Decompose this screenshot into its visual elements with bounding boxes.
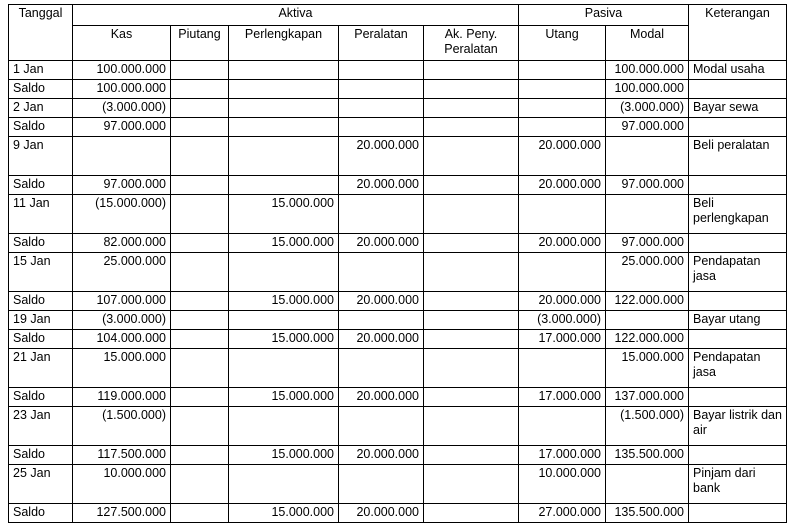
cell-keterangan	[689, 330, 787, 349]
cell-piutang	[171, 388, 229, 407]
cell-ak-peny-peralatan	[424, 407, 519, 446]
cell-ak-peny-peralatan	[424, 195, 519, 234]
cell-perlengkapan: 15.000.000	[229, 330, 339, 349]
cell-perlengkapan	[229, 80, 339, 99]
cell-perlengkapan	[229, 407, 339, 446]
cell-tanggal: 1 Jan	[9, 61, 73, 80]
cell-modal	[606, 465, 689, 504]
cell-tanggal: Saldo	[9, 504, 73, 523]
cell-perlengkapan	[229, 176, 339, 195]
cell-ak-peny-peralatan	[424, 99, 519, 118]
cell-kas: (3.000.000)	[73, 311, 171, 330]
cell-keterangan: Bayar utang	[689, 311, 787, 330]
column-header-utang: Utang	[519, 26, 606, 61]
cell-keterangan	[689, 80, 787, 99]
cell-utang: 20.000.000	[519, 137, 606, 176]
header-sub-row	[9, 26, 787, 61]
cell-piutang	[171, 292, 229, 311]
cell-kas: 15.000.000	[73, 349, 171, 388]
cell-peralatan: 20.000.000	[339, 292, 424, 311]
cell-ak-peny-peralatan	[424, 80, 519, 99]
cell-peralatan	[339, 465, 424, 504]
cell-modal: 137.000.000	[606, 388, 689, 407]
cell-perlengkapan: 15.000.000	[229, 292, 339, 311]
cell-keterangan: Pendapatan jasa	[689, 253, 787, 292]
cell-tanggal: Saldo	[9, 80, 73, 99]
cell-tanggal: Saldo	[9, 234, 73, 253]
cell-ak-peny-peralatan	[424, 137, 519, 176]
cell-kas: (1.500.000)	[73, 407, 171, 446]
cell-tanggal: Saldo	[9, 118, 73, 137]
cell-utang: 17.000.000	[519, 330, 606, 349]
cell-modal: 97.000.000	[606, 176, 689, 195]
table-row	[9, 504, 787, 523]
cell-piutang	[171, 61, 229, 80]
cell-perlengkapan	[229, 311, 339, 330]
cell-kas: 104.000.000	[73, 330, 171, 349]
cell-ak-peny-peralatan	[424, 176, 519, 195]
accounting-equation-table	[8, 4, 787, 523]
cell-perlengkapan: 15.000.000	[229, 388, 339, 407]
cell-tanggal: 2 Jan	[9, 99, 73, 118]
cell-modal	[606, 311, 689, 330]
cell-peralatan: 20.000.000	[339, 388, 424, 407]
cell-tanggal: Saldo	[9, 292, 73, 311]
cell-utang	[519, 195, 606, 234]
cell-utang: 27.000.000	[519, 504, 606, 523]
cell-tanggal: Saldo	[9, 446, 73, 465]
column-header-ak-peny-peralatan: Ak. Peny. Peralatan	[424, 26, 519, 61]
cell-ak-peny-peralatan	[424, 446, 519, 465]
cell-ak-peny-peralatan	[424, 253, 519, 292]
table-row	[9, 61, 787, 80]
table-row	[9, 253, 787, 292]
cell-perlengkapan	[229, 137, 339, 176]
table-body	[9, 61, 787, 523]
column-header-keterangan: Keterangan	[689, 5, 787, 61]
cell-ak-peny-peralatan	[424, 118, 519, 137]
table-row	[9, 195, 787, 234]
table-row	[9, 292, 787, 311]
cell-utang	[519, 118, 606, 137]
cell-utang	[519, 407, 606, 446]
cell-modal	[606, 195, 689, 234]
cell-ak-peny-peralatan	[424, 465, 519, 504]
cell-utang: 10.000.000	[519, 465, 606, 504]
cell-keterangan	[689, 234, 787, 253]
cell-piutang	[171, 446, 229, 465]
cell-modal: 25.000.000	[606, 253, 689, 292]
cell-keterangan: Beli peralatan	[689, 137, 787, 176]
column-group-header-aktiva: Aktiva	[73, 5, 519, 26]
cell-modal: 122.000.000	[606, 330, 689, 349]
cell-keterangan: Pendapatan jasa	[689, 349, 787, 388]
cell-peralatan: 20.000.000	[339, 446, 424, 465]
cell-utang	[519, 253, 606, 292]
cell-perlengkapan: 15.000.000	[229, 234, 339, 253]
cell-perlengkapan	[229, 118, 339, 137]
cell-piutang	[171, 330, 229, 349]
cell-ak-peny-peralatan	[424, 388, 519, 407]
cell-piutang	[171, 195, 229, 234]
cell-kas: (3.000.000)	[73, 99, 171, 118]
cell-perlengkapan: 15.000.000	[229, 195, 339, 234]
cell-utang: 17.000.000	[519, 446, 606, 465]
cell-peralatan	[339, 253, 424, 292]
cell-kas: 119.000.000	[73, 388, 171, 407]
cell-piutang	[171, 176, 229, 195]
cell-keterangan	[689, 118, 787, 137]
column-header-piutang: Piutang	[171, 26, 229, 61]
cell-keterangan: Beli perlengkapan	[689, 195, 787, 234]
cell-keterangan	[689, 446, 787, 465]
cell-keterangan	[689, 292, 787, 311]
cell-modal: (3.000.000)	[606, 99, 689, 118]
cell-kas: 107.000.000	[73, 292, 171, 311]
cell-perlengkapan	[229, 61, 339, 80]
cell-piutang	[171, 137, 229, 176]
cell-utang: 20.000.000	[519, 292, 606, 311]
cell-peralatan	[339, 61, 424, 80]
cell-piutang	[171, 118, 229, 137]
cell-perlengkapan: 15.000.000	[229, 446, 339, 465]
table-row	[9, 349, 787, 388]
cell-kas: 10.000.000	[73, 465, 171, 504]
cell-tanggal: 11 Jan	[9, 195, 73, 234]
cell-ak-peny-peralatan	[424, 311, 519, 330]
cell-modal: 97.000.000	[606, 118, 689, 137]
cell-kas: 25.000.000	[73, 253, 171, 292]
cell-piutang	[171, 504, 229, 523]
cell-peralatan	[339, 349, 424, 388]
cell-peralatan	[339, 99, 424, 118]
table-row	[9, 311, 787, 330]
cell-tanggal: Saldo	[9, 388, 73, 407]
cell-kas: 117.500.000	[73, 446, 171, 465]
cell-peralatan: 20.000.000	[339, 176, 424, 195]
table-row	[9, 388, 787, 407]
cell-peralatan: 20.000.000	[339, 137, 424, 176]
table-row	[9, 465, 787, 504]
cell-modal: 122.000.000	[606, 292, 689, 311]
cell-ak-peny-peralatan	[424, 61, 519, 80]
table-header	[9, 5, 787, 61]
table-row	[9, 407, 787, 446]
cell-tanggal: Saldo	[9, 176, 73, 195]
cell-keterangan	[689, 388, 787, 407]
cell-ak-peny-peralatan	[424, 234, 519, 253]
cell-kas: 97.000.000	[73, 118, 171, 137]
cell-tanggal: 23 Jan	[9, 407, 73, 446]
cell-perlengkapan: 15.000.000	[229, 504, 339, 523]
cell-kas: (15.000.000)	[73, 195, 171, 234]
cell-ak-peny-peralatan	[424, 292, 519, 311]
cell-piutang	[171, 99, 229, 118]
cell-piutang	[171, 234, 229, 253]
table-row	[9, 234, 787, 253]
cell-utang	[519, 349, 606, 388]
cell-peralatan: 20.000.000	[339, 330, 424, 349]
cell-piutang	[171, 465, 229, 504]
cell-keterangan	[689, 176, 787, 195]
column-header-modal: Modal	[606, 26, 689, 61]
cell-modal	[606, 137, 689, 176]
table-row	[9, 446, 787, 465]
cell-peralatan	[339, 311, 424, 330]
table-row	[9, 137, 787, 176]
cell-kas: 100.000.000	[73, 80, 171, 99]
cell-peralatan	[339, 118, 424, 137]
cell-peralatan	[339, 80, 424, 99]
cell-modal: 135.500.000	[606, 446, 689, 465]
cell-utang: 17.000.000	[519, 388, 606, 407]
cell-utang	[519, 61, 606, 80]
cell-ak-peny-peralatan	[424, 349, 519, 388]
cell-kas	[73, 137, 171, 176]
column-header-tanggal: Tanggal	[9, 5, 73, 61]
cell-keterangan	[689, 504, 787, 523]
cell-piutang	[171, 311, 229, 330]
cell-kas: 100.000.000	[73, 61, 171, 80]
cell-perlengkapan	[229, 99, 339, 118]
cell-keterangan: Pinjam dari bank	[689, 465, 787, 504]
cell-kas: 97.000.000	[73, 176, 171, 195]
cell-tanggal: 15 Jan	[9, 253, 73, 292]
cell-peralatan	[339, 195, 424, 234]
cell-modal: 15.000.000	[606, 349, 689, 388]
cell-utang	[519, 80, 606, 99]
cell-modal: 97.000.000	[606, 234, 689, 253]
cell-utang: (3.000.000)	[519, 311, 606, 330]
cell-peralatan: 20.000.000	[339, 234, 424, 253]
cell-kas: 127.500.000	[73, 504, 171, 523]
cell-peralatan: 20.000.000	[339, 504, 424, 523]
table-row	[9, 80, 787, 99]
cell-modal: 100.000.000	[606, 80, 689, 99]
cell-kas: 82.000.000	[73, 234, 171, 253]
column-header-kas: Kas	[73, 26, 171, 61]
cell-utang: 20.000.000	[519, 176, 606, 195]
header-group-row	[9, 5, 787, 26]
table-row	[9, 330, 787, 349]
cell-piutang	[171, 407, 229, 446]
cell-tanggal: 19 Jan	[9, 311, 73, 330]
cell-keterangan: Bayar listrik dan air	[689, 407, 787, 446]
cell-piutang	[171, 80, 229, 99]
cell-tanggal: 21 Jan	[9, 349, 73, 388]
cell-piutang	[171, 349, 229, 388]
table-row	[9, 176, 787, 195]
cell-peralatan	[339, 407, 424, 446]
cell-tanggal: Saldo	[9, 330, 73, 349]
column-header-perlengkapan: Perlengkapan	[229, 26, 339, 61]
cell-utang: 20.000.000	[519, 234, 606, 253]
cell-keterangan: Bayar sewa	[689, 99, 787, 118]
cell-modal: 135.500.000	[606, 504, 689, 523]
cell-tanggal: 25 Jan	[9, 465, 73, 504]
cell-perlengkapan	[229, 349, 339, 388]
cell-utang	[519, 99, 606, 118]
cell-tanggal: 9 Jan	[9, 137, 73, 176]
table-row	[9, 99, 787, 118]
cell-perlengkapan	[229, 253, 339, 292]
cell-ak-peny-peralatan	[424, 330, 519, 349]
table-row	[9, 118, 787, 137]
cell-ak-peny-peralatan	[424, 504, 519, 523]
column-group-header-pasiva: Pasiva	[519, 5, 689, 26]
cell-piutang	[171, 253, 229, 292]
cell-modal: 100.000.000	[606, 61, 689, 80]
cell-modal: (1.500.000)	[606, 407, 689, 446]
cell-keterangan: Modal usaha	[689, 61, 787, 80]
column-header-peralatan: Peralatan	[339, 26, 424, 61]
cell-perlengkapan	[229, 465, 339, 504]
